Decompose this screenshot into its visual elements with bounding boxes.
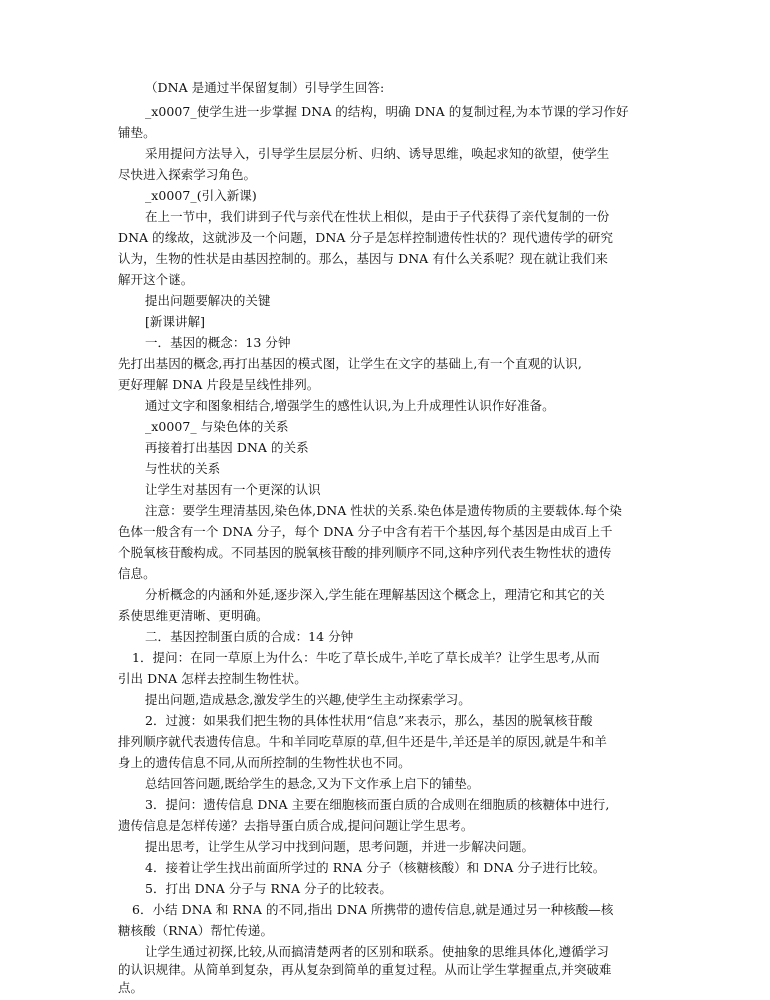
- text-line: 在上一节中，我们讲到子代与亲代在性状上相似，是由于子代获得了亲代复制的一份: [145, 209, 610, 224]
- text-line: 分析概念的内涵和外延,逐步深入,学生能在理解基因这个概念上，理清它和其它的关: [145, 587, 605, 602]
- text-line: 的认识规律。从简单到复杂，再从复杂到简单的重复过程。从而让学生掌握重点,并突破难: [118, 962, 612, 977]
- text-line: 解开这个谜。: [118, 272, 194, 287]
- text-line: 先打出基因的概念,再打出基因的模式图，让学生在文字的基础上,有一个直观的认识,: [118, 356, 582, 371]
- text-line: 让学生通过初探,比较,从而搞清楚两者的区别和联系。使抽象的思维具体化,遵循学习: [145, 944, 609, 959]
- text-line: 提出问题要解决的关键: [145, 293, 271, 308]
- text-line: 信息。: [118, 566, 156, 581]
- text-line: 再接着打出基因 DNA 的关系: [145, 440, 309, 455]
- text-line: 身上的遗传信息不同,从而所控制的生物性状也不同。: [118, 755, 411, 770]
- text-line: 4．接着让学生找出前面所学过的 RNA 分子（核糖核酸）和 DNA 分子进行比较。: [145, 860, 606, 875]
- text-line: 与性状的关系: [145, 461, 221, 476]
- text-line: 通过文字和图象相结合,增强学生的感性认识,为上升成理性认识作好准备。: [145, 398, 555, 413]
- text-line: _x0007_使学生进一步掌握 DNA 的结构，明确 DNA 的复制过程,为本节课的学习作好: [145, 104, 629, 119]
- text-line: 5．打出 DNA 分子与 RNA 分子的比较表。: [145, 881, 392, 896]
- text-line: 让学生对基因有一个更深的认识: [145, 482, 321, 497]
- text-line: 1．提问：在同一草原上为什么：牛吃了草长成牛,羊吃了草长成羊？让学生思考,从而: [132, 650, 600, 665]
- text-line: 系使思维更清晰、更明确。: [118, 608, 269, 623]
- text-line: _x0007_(引入新课): [145, 188, 257, 203]
- text-line: 3．提问：遗传信息 DNA 主要在细胞核而蛋白质的合成则在细胞质的核糖体中进行,: [145, 797, 610, 812]
- text-line: 铺垫。: [118, 125, 156, 140]
- section-heading: 一．基因的概念：13 分钟: [145, 335, 291, 350]
- text-line: 6．小结 DNA 和 RNA 的不同,指出 DNA 所携带的遗传信息,就是通过另一种核酸—核: [132, 902, 614, 917]
- text-line: 色体一般含有一个 DNA 分子，每个 DNA 分子中含有若干个基因,每个基因是由成百上千: [118, 524, 613, 539]
- text-line: （DNA 是通过半保留复制）引导学生回答:: [145, 80, 385, 95]
- text-line: 尽快进入探索学习角色。: [118, 167, 257, 182]
- text-line: DNA 的缘故，这就涉及一个问题，DNA 分子是怎样控制遗传性状的？现代遗传学的研究: [118, 230, 614, 245]
- text-line: 认为，生物的性状是由基因控制的。那么，基因与 DNA 有什么关系呢？现在就让我们来: [118, 251, 608, 266]
- text-line: 总结回答问题,既给学生的悬念,又为下文作承上启下的铺垫。: [145, 776, 480, 791]
- text-line: 2．过渡：如果我们把生物的具体性状用“信息”来表示，那么，基因的脱氧核苷酸: [145, 713, 593, 728]
- text-line: 提出问题,造成悬念,激发学生的兴趣,使学生主动探索学习。: [145, 692, 471, 707]
- text-line: 采用提问方法导入，引导学生层层分析、归纳、诱导思维，唤起求知的欲望，使学生: [145, 146, 610, 161]
- text-line: [新课讲解]: [145, 314, 206, 329]
- text-line: 注意：要学生理清基因,染色体,DNA 性状的关系.染色体是遗传物质的主要载体.每个染: [145, 503, 622, 518]
- text-line: 引出 DNA 怎样去控制生物性状。: [118, 671, 307, 686]
- section-heading: 二．基因控制蛋白质的合成：14 分钟: [145, 629, 354, 644]
- text-line: 更好理解 DNA 片段是呈线性排列。: [118, 377, 320, 392]
- text-line: 提出思考，让学生从学习中找到问题，思考问题，并进一步解决问题。: [145, 839, 535, 854]
- text-line: 遗传信息是怎样传递？去指导蛋白质合成,提问问题让学生思考。: [118, 818, 474, 833]
- text-line: 点。: [118, 980, 144, 995]
- text-line: 糖核酸（RNA）帮忙传递。: [118, 923, 274, 938]
- text-line: 排列顺序就代表遗传信息。牛和羊同吃草原的草,但牛还是牛,羊还是羊的原因,就是牛和羊: [118, 734, 607, 749]
- text-line: _x0007_ 与染色体的关系: [145, 419, 289, 434]
- text-line: 个脱氧核苷酸构成。不同基因的脱氧核苷酸的排列顺序不同,这种序列代表生物性状的遗传: [118, 545, 612, 560]
